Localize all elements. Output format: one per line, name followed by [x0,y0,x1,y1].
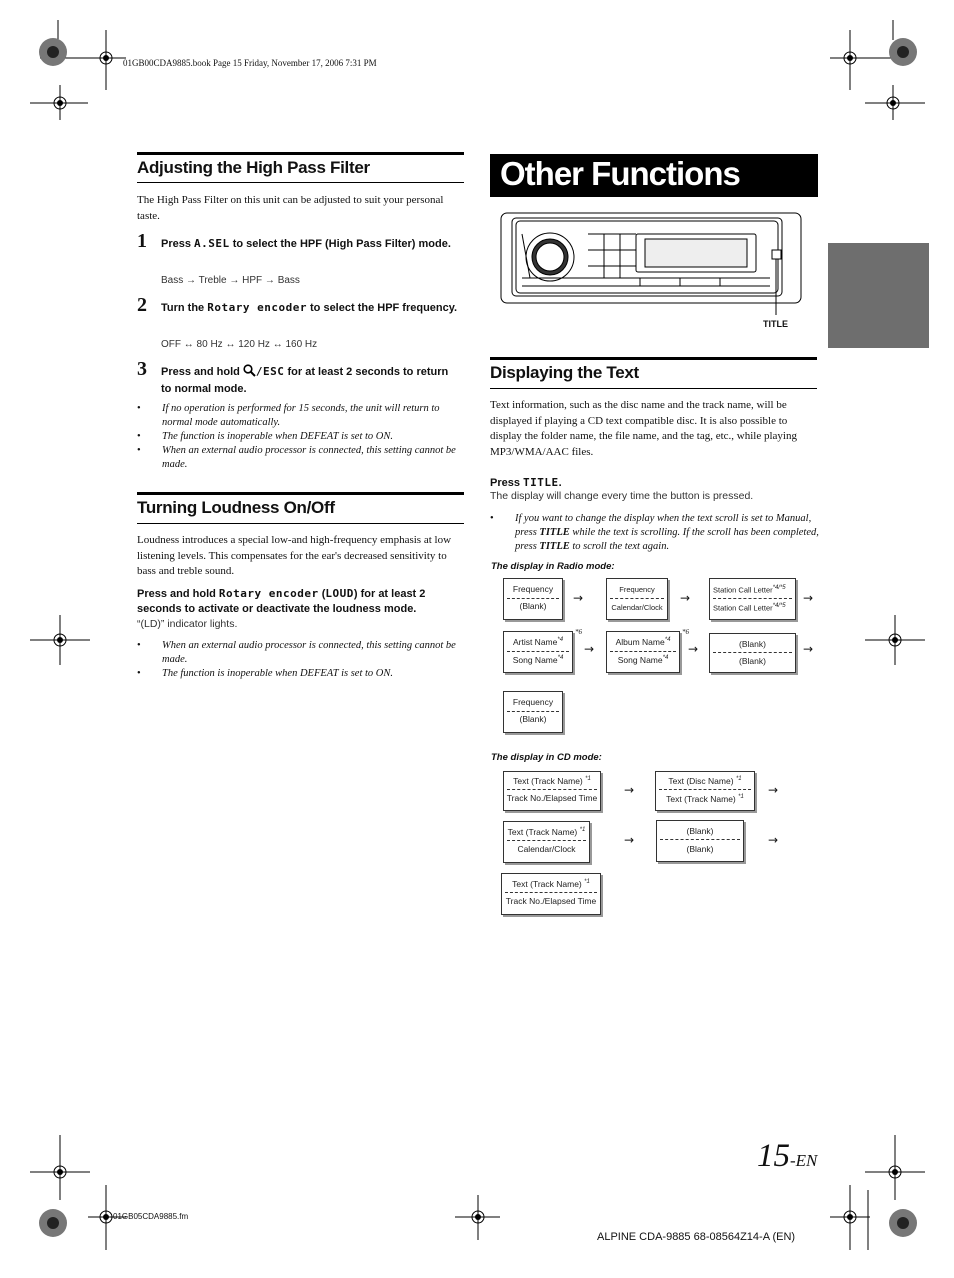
scroll-note: • If you want to change the display when the text scroll is set to Manual, press TITLE while the text is scrolling. If the scroll has been completed, press TITLE to scroll the text again. [502,512,827,554]
step1-number: 1 [137,230,147,252]
title-note [490,512,827,554]
displaying-text-heading: Displaying the Text [490,357,817,389]
loudness-intro: Loudness introduces a special low-and high-frequency emphasis at low listening levels. This compensates for the ear's decreased sensitivity to bass and treble sound. [137,534,452,577]
cd-display-disc-track: Text (Disc Name) $^{*1}$ Text (Track Name) $^{*1}$ [655,771,755,811]
radio-mode-caption: The display in Radio mode: [491,561,615,572]
arrow-icon: → [768,833,779,847]
press-title-subtext: The display will change every time the button is pressed. [490,490,754,502]
cd-display-track-clock: Text (Track Name) $^{*1}$ Calendar/Clock [503,821,590,863]
arrow-icon: → [624,833,635,847]
loudness-section [137,492,464,524]
displaying-text-section [490,357,817,389]
cd-display-blank: (Blank) (Blank) [656,820,744,862]
footer-model: ALPINE CDA-9885 68-08564Z14-A (EN) [597,1231,796,1243]
hpf-note: • When an external audio processor is connected, this setting cannot be made. [149,444,469,472]
radio-display-frequency-clock: Frequency Calendar/Clock [606,578,668,620]
page-number: 15-EN [757,1138,818,1174]
print-header: 01GB00CDA9885.book Page 15 Friday, November 17, 2006 7:31 PM [123,58,377,68]
step2-text: Turn the Rotary encoder to select the HPF frequency. [161,301,458,314]
side-tab [828,243,929,348]
loudness-notes [137,639,469,681]
esc-key: /ESC [255,365,285,378]
radio-display-artist-song: Artist Name$^{*4}$ Song Name$^{*4}$ [503,631,573,673]
arrow-icon: → [803,642,814,656]
loudness-instruction: Press and hold Rotary encoder (LOUD) for at least 2 seconds to activate or deactivate the loudness mode. [137,587,426,615]
rotary-encoder-key: Rotary encoder [207,301,307,314]
footnote-marker: *6 [682,628,689,636]
loudness-note: • The function is inoperable when DEFEAT is set to ON. [149,667,469,681]
step1-text: Press A.SEL to select the HPF (High Pass Filter) mode. [161,237,451,250]
title-button-label: TITLE [763,319,788,329]
arrow-icon: → [688,642,699,656]
cd-display-track-elapsed: Text (Track Name) $^{*1}$ Track No./Elapsed Time [503,771,601,811]
loudness-heading: Turning Loudness On/Off [137,492,464,524]
arrow-icon: → [803,591,814,605]
hpf-note: • If no operation is performed for 15 seconds, the unit will return to normal mode automatically. [149,402,469,430]
hpf-intro: The High Pass Filter on this unit can be adjusted to suit your personal taste. [137,194,444,222]
radio-display-album-song: Album Name$^{*4}$ Song Name$^{*4}$ [606,631,680,673]
step2-sequence: OFF ↔ 80 Hz ↔ 120 Hz ↔ 160 Hz [161,339,318,350]
banner-title: Other Functions [500,155,740,192]
step1-sequence: Bass → Treble → HPF → Bass [161,275,300,286]
step3-text: Press and hold /ESC for at least 2 seconds to return to normal mode. [161,365,449,395]
arrow-icon: → [584,642,595,656]
cd-mode-caption: The display in CD mode: [491,752,602,763]
search-icon [243,364,256,382]
displaying-text-intro: Text information, such as the disc name and the track name, will be displayed if playing a CD text compatible disc. It is also possible to display the folder name, the file name, and the tag, etc., while playing MP3/WMA/AAC files. [490,399,797,458]
footer-filename: 01GB05CDA9885.fm [113,1212,189,1221]
ld-indicator-text: “(LD)” indicator lights. [137,618,238,630]
rotary-encoder-key: Rotary encoder [218,587,319,600]
head-unit-illustration [500,212,805,336]
arrow-icon: → [624,783,635,797]
radio-display-station-call: Station Call Letter$^{*4/*5}$ Station Call Letter$^{*4/*5}$ [709,578,796,620]
step2-number: 2 [137,294,147,316]
arrow-icon: → [768,783,779,797]
press-title-instruction: Press TITLE. [490,476,562,489]
radio-display-frequency-blank-return: Frequency (Blank) [503,691,563,733]
arrow-icon: → [680,591,691,605]
radio-display-blank: (Blank) (Blank) [709,633,796,673]
title-key: TITLE [523,476,559,489]
loudness-note: • When an external audio processor is connected, this setting cannot be made. [149,639,469,667]
other-functions-banner [490,154,818,197]
hpf-section [137,152,464,183]
footnote-marker: *6 [575,628,582,636]
hpf-notes [137,402,469,472]
hpf-heading: Adjusting the High Pass Filter [137,152,464,183]
loud-key: LOUD [325,587,354,600]
hpf-note: • The function is inoperable when DEFEAT is set to ON. [149,430,469,444]
cd-display-track-elapsed-return: Text (Track Name) $^{*1}$ Track No./Elapsed Time [501,873,601,915]
radio-display-frequency-blank: Frequency (Blank) [503,578,563,620]
asel-key: A.SEL [194,237,230,250]
step3-number: 3 [137,358,147,380]
arrow-icon: → [573,591,584,605]
